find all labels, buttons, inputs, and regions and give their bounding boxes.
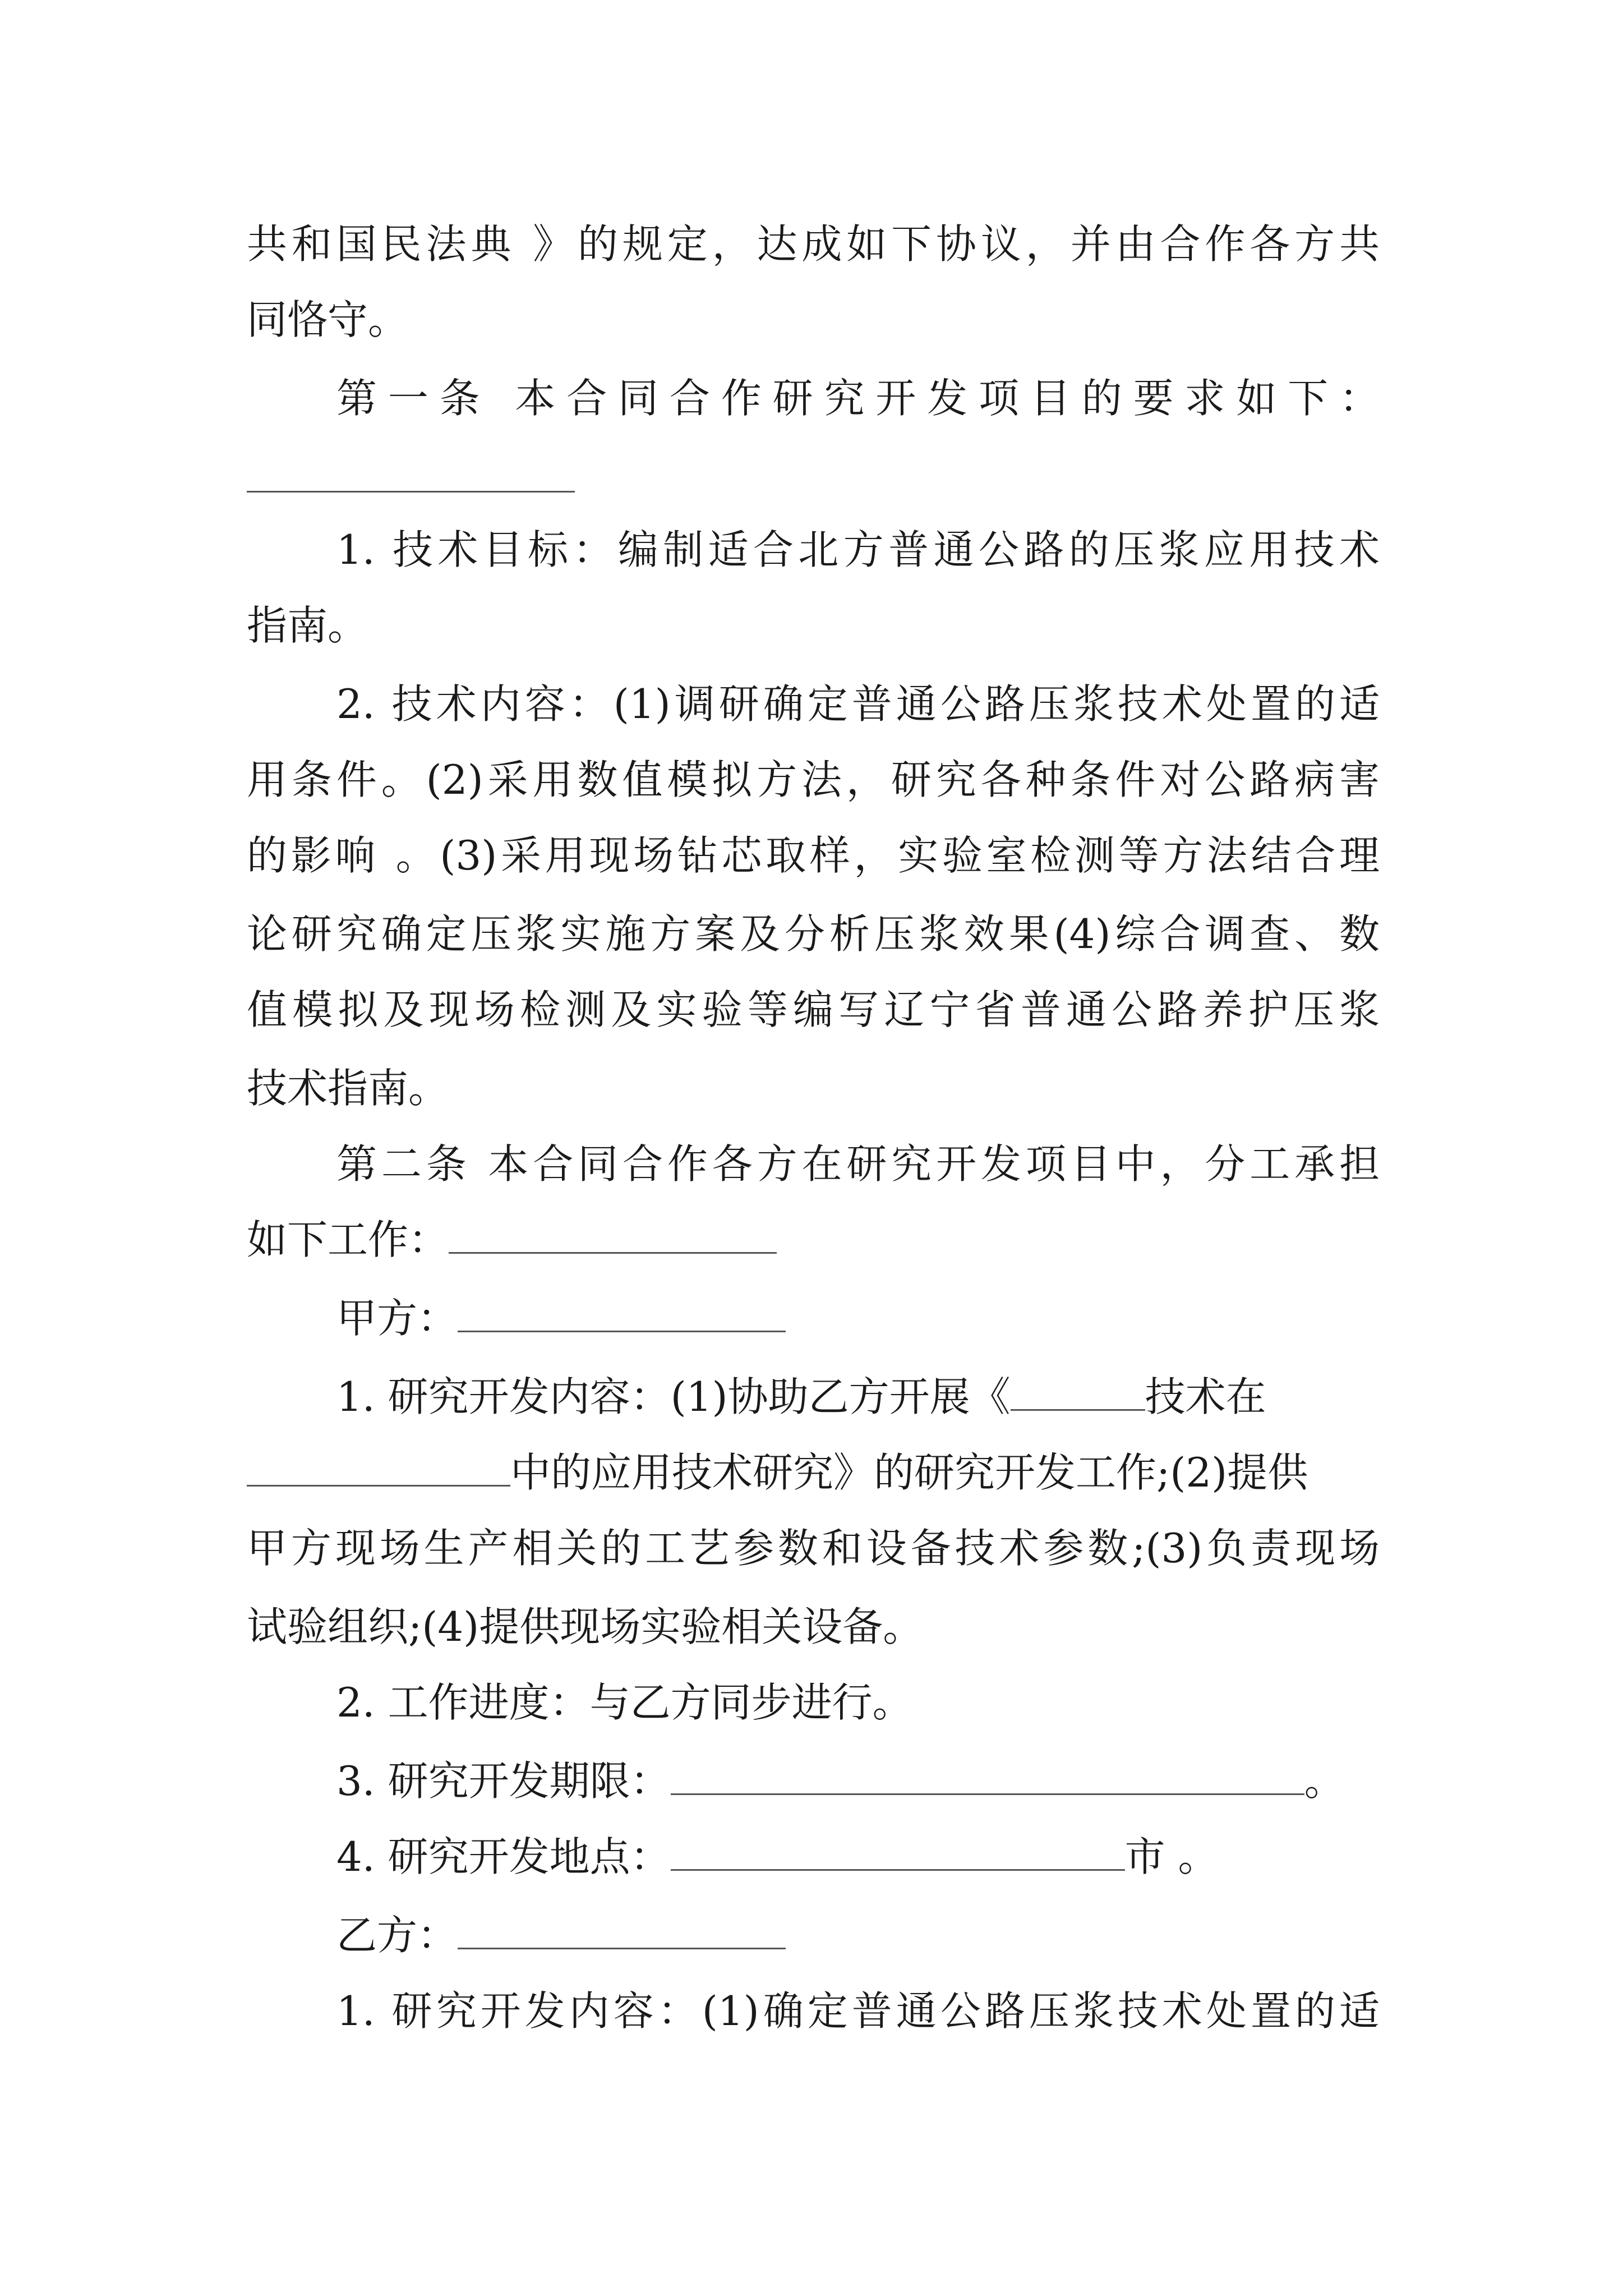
- line-text: 1. 研究开发内容：(1)协助乙方开展《: [336, 1373, 1011, 1420]
- text-line: [247, 1433, 1380, 1512]
- text-line: [247, 280, 1380, 359]
- article-2-title: 第二条 本合同合作各方在研究开发项目中，分工承担: [336, 1140, 1380, 1188]
- text-line: [247, 1588, 1380, 1666]
- blank-field: [247, 1446, 510, 1487]
- party-b-heading: [336, 1896, 1380, 1975]
- line-text: 1. 技术目标：编制适合北方普通公路的压浆应用技术: [336, 526, 1380, 573]
- text-line: [336, 1358, 1380, 1436]
- text-line: [336, 1972, 1380, 2050]
- text-line: [247, 205, 1380, 283]
- article-heading: [336, 359, 1380, 438]
- party-b-label: 乙方：: [336, 1912, 458, 1959]
- line-text: 同恪守。: [247, 296, 409, 343]
- blank-field: [449, 1213, 777, 1254]
- text-line: [247, 740, 1380, 819]
- line-text: 值模拟及现场检测及实验等编写辽宁省普通公路养护压浆: [247, 986, 1380, 1033]
- article-heading: [336, 1125, 1380, 1203]
- article-1-title: 第一条 本合同合作研究开发项目的要求如下：: [336, 375, 1380, 422]
- line-text: 市 。: [1124, 1833, 1219, 1880]
- blank-underline: [247, 491, 575, 493]
- text-line: [247, 816, 1380, 895]
- line-text: 甲方现场生产相关的工艺参数和设备技术参数;(3)负责现场: [247, 1525, 1380, 1572]
- text-line: [336, 665, 1380, 743]
- text-line: [247, 1509, 1380, 1588]
- text-line: [247, 1200, 1380, 1279]
- text-line: [336, 1818, 1380, 1896]
- line-text: 4. 研究开发地点：: [336, 1833, 671, 1880]
- line-text: 2. 工作进度：与乙方同步进行。: [336, 1679, 913, 1726]
- line-text: 3. 研究开发期限：: [336, 1757, 671, 1805]
- line-text: 中的应用技术研究》的研究开发工作;(2)提供: [510, 1449, 1308, 1496]
- blank-field: [1011, 1370, 1145, 1411]
- text-line: [247, 1049, 1380, 1128]
- line-text: 论研究确定压浆实施方案及分析压浆效果(4)综合调查、数: [247, 910, 1380, 958]
- line-text: 技术在: [1145, 1373, 1266, 1420]
- line-text: 2. 技术内容：(1)调研确定普通公路压浆技术处置的适: [336, 680, 1380, 728]
- line-text: 试验组织;(4)提供现场实验相关设备。: [247, 1603, 924, 1650]
- text-line: [247, 586, 1380, 665]
- blank-field: [671, 1754, 1304, 1795]
- line-text: 指南。: [247, 602, 368, 649]
- text-line: [247, 970, 1380, 1049]
- line-text: 技术指南。: [247, 1065, 449, 1112]
- line-text: 用条件。(2)采用数值模拟方法，研究各种条件对公路病害: [247, 756, 1380, 803]
- line-text: 共和国民法典 》的规定，达成如下协议，并由合作各方共: [247, 220, 1380, 268]
- text-line: [336, 1663, 1380, 1742]
- line-text: 如下工作：: [247, 1216, 449, 1263]
- blank-field: [671, 1830, 1125, 1871]
- text-line: [336, 510, 1380, 589]
- blank-field: [458, 1291, 786, 1332]
- line-text: 。: [1304, 1757, 1345, 1805]
- line-text: 1. 研究开发内容：(1)确定普通公路压浆技术处置的适: [336, 1987, 1380, 2035]
- text-line: [336, 1742, 1380, 1820]
- text-line: [247, 895, 1380, 973]
- party-a-label: 甲方：: [336, 1295, 458, 1342]
- blank-field: [458, 1908, 786, 1949]
- party-a-heading: [336, 1279, 1380, 1358]
- line-text: 的影响 。(3)采用现场钻芯取样，实验室检测等方法结合理: [247, 832, 1380, 879]
